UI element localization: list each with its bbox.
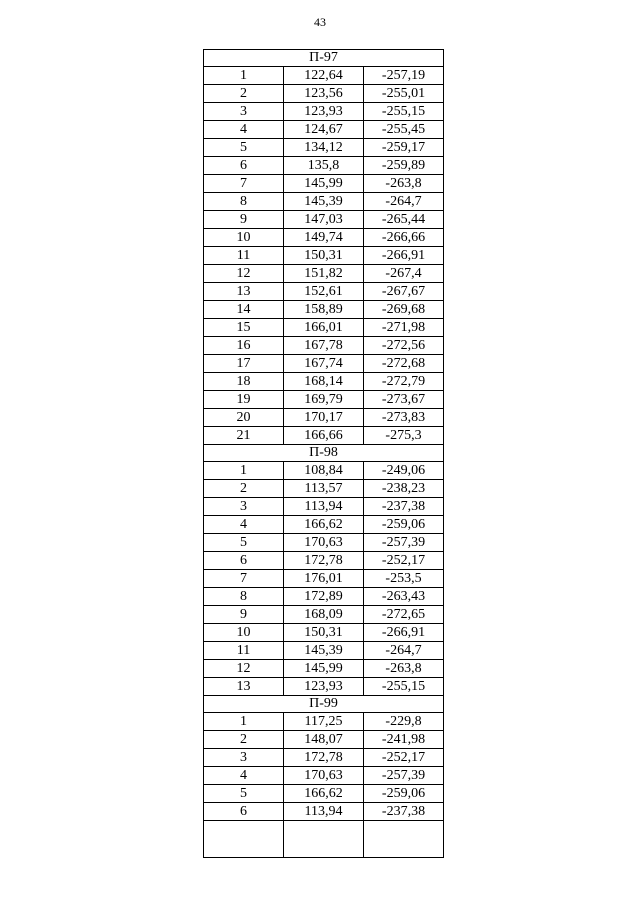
x-value-cell: 172,89 [284, 588, 364, 606]
table-row [204, 121, 444, 139]
empty-cell [204, 821, 284, 858]
y-value-cell: -271,98 [364, 319, 444, 337]
y-value-cell: -269,68 [364, 301, 444, 319]
y-value-cell: -253,5 [364, 570, 444, 588]
table-row [204, 229, 444, 247]
y-value-cell: -272,65 [364, 606, 444, 624]
table-row [204, 606, 444, 624]
y-value-cell: -264,7 [364, 193, 444, 211]
x-value-cell: 166,01 [284, 319, 364, 337]
page-number: 43 [314, 15, 326, 29]
table-row [204, 498, 444, 516]
point-number-cell: 16 [204, 337, 284, 355]
table-row [204, 67, 444, 85]
table-row [204, 193, 444, 211]
y-value-cell: -263,8 [364, 660, 444, 678]
y-value-cell: -266,91 [364, 247, 444, 265]
table-row [204, 301, 444, 319]
y-value-cell: -272,79 [364, 373, 444, 391]
point-number-cell: 21 [204, 427, 284, 445]
section-header-row [204, 445, 444, 462]
table-row [204, 319, 444, 337]
section-header-row [204, 50, 444, 67]
table-row [204, 373, 444, 391]
x-value-cell: 149,74 [284, 229, 364, 247]
section-title: П-97 [204, 50, 444, 67]
table-body [204, 50, 444, 858]
table-row [204, 588, 444, 606]
x-value-cell: 168,14 [284, 373, 364, 391]
y-value-cell: -255,15 [364, 103, 444, 121]
table-row [204, 462, 444, 480]
y-value-cell: -259,89 [364, 157, 444, 175]
y-value-cell: -229,8 [364, 713, 444, 731]
point-number-cell: 18 [204, 373, 284, 391]
table-row [204, 534, 444, 552]
y-value-cell: -273,83 [364, 409, 444, 427]
y-value-cell: -255,45 [364, 121, 444, 139]
point-number-cell: 14 [204, 301, 284, 319]
y-value-cell: -275,3 [364, 427, 444, 445]
y-value-cell: -259,06 [364, 516, 444, 534]
x-value-cell: 167,74 [284, 355, 364, 373]
point-number-cell: 17 [204, 355, 284, 373]
x-value-cell: 152,61 [284, 283, 364, 301]
table-row [204, 713, 444, 731]
point-number-cell: 3 [204, 103, 284, 121]
x-value-cell: 113,94 [284, 803, 364, 821]
y-value-cell: -249,06 [364, 462, 444, 480]
y-value-cell: -265,44 [364, 211, 444, 229]
x-value-cell: 169,79 [284, 391, 364, 409]
y-value-cell: -263,8 [364, 175, 444, 193]
x-value-cell: 134,12 [284, 139, 364, 157]
section-header-row [204, 696, 444, 713]
y-value-cell: -272,68 [364, 355, 444, 373]
point-number-cell: 10 [204, 624, 284, 642]
point-number-cell: 9 [204, 606, 284, 624]
x-value-cell: 170,63 [284, 534, 364, 552]
point-number-cell: 1 [204, 67, 284, 85]
point-number-cell: 1 [204, 462, 284, 480]
y-value-cell: -252,17 [364, 552, 444, 570]
x-value-cell: 123,93 [284, 103, 364, 121]
x-value-cell: 145,39 [284, 642, 364, 660]
table-row [204, 85, 444, 103]
table-row [204, 767, 444, 785]
point-number-cell: 8 [204, 193, 284, 211]
point-number-cell: 15 [204, 319, 284, 337]
y-value-cell: -267,4 [364, 265, 444, 283]
point-number-cell: 2 [204, 85, 284, 103]
x-value-cell: 167,78 [284, 337, 364, 355]
y-value-cell: -264,7 [364, 642, 444, 660]
x-value-cell: 172,78 [284, 749, 364, 767]
point-number-cell: 11 [204, 247, 284, 265]
y-value-cell: -252,17 [364, 749, 444, 767]
x-value-cell: 117,25 [284, 713, 364, 731]
y-value-cell: -238,23 [364, 480, 444, 498]
table-row [204, 427, 444, 445]
table-row [204, 678, 444, 696]
table-row [204, 355, 444, 373]
y-value-cell: -263,43 [364, 588, 444, 606]
x-value-cell: 135,8 [284, 157, 364, 175]
table-row [204, 337, 444, 355]
point-number-cell: 6 [204, 552, 284, 570]
table-row [204, 139, 444, 157]
table-row [204, 642, 444, 660]
x-value-cell: 158,89 [284, 301, 364, 319]
point-number-cell: 2 [204, 480, 284, 498]
table-row [204, 731, 444, 749]
table-row [204, 480, 444, 498]
table-row [204, 409, 444, 427]
point-number-cell: 5 [204, 785, 284, 803]
x-value-cell: 108,84 [284, 462, 364, 480]
y-value-cell: -266,91 [364, 624, 444, 642]
empty-cell [284, 821, 364, 858]
point-number-cell: 20 [204, 409, 284, 427]
point-number-cell: 10 [204, 229, 284, 247]
y-value-cell: -237,38 [364, 498, 444, 516]
y-value-cell: -272,56 [364, 337, 444, 355]
table-row [204, 157, 444, 175]
point-number-cell: 5 [204, 534, 284, 552]
table-row [204, 749, 444, 767]
point-number-cell: 9 [204, 211, 284, 229]
table-row [204, 175, 444, 193]
empty-cell [364, 821, 444, 858]
point-number-cell: 4 [204, 516, 284, 534]
point-number-cell: 8 [204, 588, 284, 606]
table-row [204, 516, 444, 534]
y-value-cell: -273,67 [364, 391, 444, 409]
point-number-cell: 4 [204, 767, 284, 785]
table-row [204, 283, 444, 301]
point-number-cell: 12 [204, 660, 284, 678]
y-value-cell: -255,01 [364, 85, 444, 103]
table-row [204, 803, 444, 821]
point-number-cell: 1 [204, 713, 284, 731]
point-number-cell: 6 [204, 803, 284, 821]
table-row [204, 391, 444, 409]
y-value-cell: -257,19 [364, 67, 444, 85]
x-value-cell: 151,82 [284, 265, 364, 283]
x-value-cell: 145,39 [284, 193, 364, 211]
point-number-cell: 13 [204, 283, 284, 301]
y-value-cell: -257,39 [364, 767, 444, 785]
table-row [204, 624, 444, 642]
x-value-cell: 170,63 [284, 767, 364, 785]
table-row [204, 552, 444, 570]
x-value-cell: 123,56 [284, 85, 364, 103]
x-value-cell: 176,01 [284, 570, 364, 588]
x-value-cell: 166,66 [284, 427, 364, 445]
point-number-cell: 3 [204, 498, 284, 516]
y-value-cell: -259,17 [364, 139, 444, 157]
y-value-cell: -259,06 [364, 785, 444, 803]
point-number-cell: 2 [204, 731, 284, 749]
y-value-cell: -257,39 [364, 534, 444, 552]
x-value-cell: 145,99 [284, 660, 364, 678]
table-row [204, 211, 444, 229]
y-value-cell: -237,38 [364, 803, 444, 821]
table-row [204, 570, 444, 588]
x-value-cell: 122,64 [284, 67, 364, 85]
y-value-cell: -266,66 [364, 229, 444, 247]
x-value-cell: 172,78 [284, 552, 364, 570]
point-number-cell: 6 [204, 157, 284, 175]
section-title: П-98 [204, 445, 444, 462]
point-number-cell: 19 [204, 391, 284, 409]
y-value-cell: -255,15 [364, 678, 444, 696]
point-number-cell: 11 [204, 642, 284, 660]
x-value-cell: 168,09 [284, 606, 364, 624]
point-number-cell: 7 [204, 175, 284, 193]
x-value-cell: 113,57 [284, 480, 364, 498]
x-value-cell: 148,07 [284, 731, 364, 749]
y-value-cell: -241,98 [364, 731, 444, 749]
x-value-cell: 147,03 [284, 211, 364, 229]
x-value-cell: 123,93 [284, 678, 364, 696]
point-number-cell: 12 [204, 265, 284, 283]
table-row [204, 103, 444, 121]
x-value-cell: 166,62 [284, 516, 364, 534]
x-value-cell: 150,31 [284, 624, 364, 642]
x-value-cell: 145,99 [284, 175, 364, 193]
x-value-cell: 113,94 [284, 498, 364, 516]
point-number-cell: 4 [204, 121, 284, 139]
y-value-cell: -267,67 [364, 283, 444, 301]
section-title: П-99 [204, 696, 444, 713]
coordinates-table [203, 49, 444, 858]
x-value-cell: 124,67 [284, 121, 364, 139]
x-value-cell: 166,62 [284, 785, 364, 803]
point-number-cell: 7 [204, 570, 284, 588]
table-row [204, 247, 444, 265]
point-number-cell: 3 [204, 749, 284, 767]
table-row [204, 785, 444, 803]
x-value-cell: 150,31 [284, 247, 364, 265]
x-value-cell: 170,17 [284, 409, 364, 427]
table-row [204, 265, 444, 283]
point-number-cell: 13 [204, 678, 284, 696]
point-number-cell: 5 [204, 139, 284, 157]
table-row [204, 660, 444, 678]
empty-table-row [204, 821, 444, 858]
